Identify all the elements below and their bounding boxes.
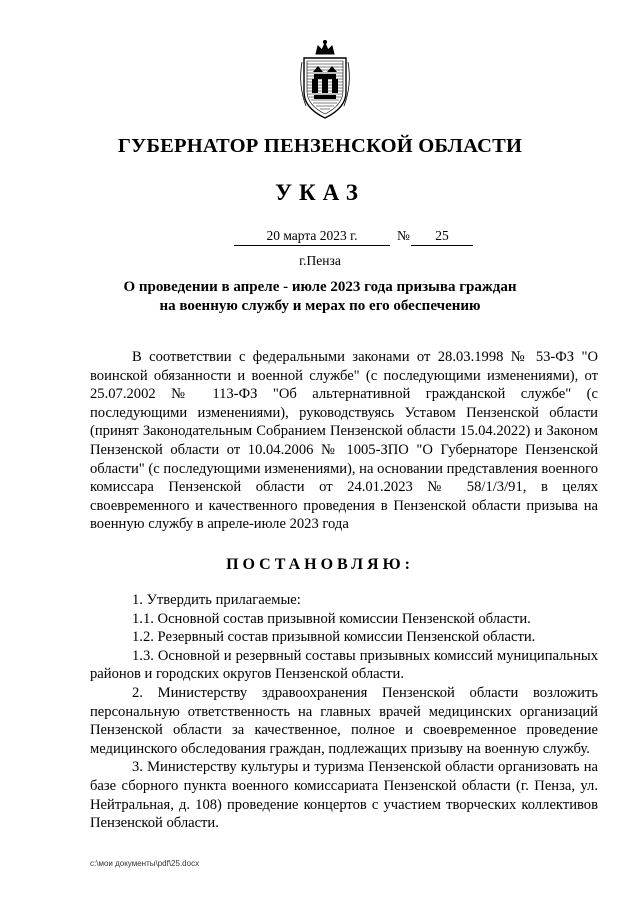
- number-sign: №: [397, 228, 410, 243]
- decree-item: 2. Министерству здравоохранения Пензенской области возложить персональную ответственность на главных врачей медицинских организаций Пензенской области за качественное, полное и своевременное проведение медицинского обследования граждан, подлежащих призыву на военную службу.: [90, 684, 598, 757]
- title-line-2: на военную службу и мерах по его обеспечению: [159, 298, 481, 314]
- file-path-footer: c:\мои документы\pdf\25.docx: [90, 859, 200, 868]
- title-line-1: О проведении в апреле - июле 2023 года призыва граждан: [123, 279, 517, 295]
- decree-date: 20 марта 2023 г.: [234, 228, 390, 246]
- emblem-icon: [296, 40, 354, 122]
- decree-title: [0, 278, 640, 316]
- city: г.Пенза: [299, 253, 341, 268]
- decree-item: 3. Министерству культуры и туризма Пензенской области организовать на базе сборного пункта военного комиссариата Пензенской области (г. Пенза, ул. Нейтральная, д. 108) проведение концертов с участием творческих коллективов Пензенской области.: [90, 759, 598, 832]
- decree-item: 1. Утвердить прилагаемые:: [132, 592, 301, 608]
- decree-item: 1.2. Резервный состав призывной комиссии Пензенской области.: [132, 629, 536, 646]
- decree-item: 1.3. Основной и резервный составы призывных комиссий муниципальных районов и городских округов Пензенской области.: [90, 647, 598, 683]
- document-type: УКАЗ: [275, 180, 365, 205]
- decree-items: [90, 591, 598, 833]
- decree-item: 1.1. Основной состав призывной комиссии Пензенской области.: [132, 610, 531, 627]
- decree-number: 25: [411, 228, 473, 246]
- decree-word: ПОСТАНОВЛЯЮ:: [226, 556, 414, 573]
- date-number-line: [234, 228, 494, 246]
- governor-heading: ГУБЕРНАТОР ПЕНЗЕНСКОЙ ОБЛАСТИ: [117, 135, 523, 157]
- preamble-paragraph: В соответствии с федеральными законами от 28.03.1998 № 53-ФЗ "О воинской обязанности и военной службе" (с последующими изменениями), от 25.07.2002 № 113-ФЗ "Об альтернативной гражданской службе" (с последующими изменениями), руководствуясь Уставом Пензенской области (принят Законодательным Собранием Пензенской области 15.04.2022) и Законом Пензенской области от 10.04.2006 № 1005-ЗПО "О Губернаторе Пензенской области" (с последующими изменениями), на основании представления военного комиссара Пензенской области от 24.01.2023 № 58/1/3/91, в целях своевременного и качественного проведения в Пензенской области призыва на военную службу в апреле-июле 2023 года: [90, 349, 598, 533]
